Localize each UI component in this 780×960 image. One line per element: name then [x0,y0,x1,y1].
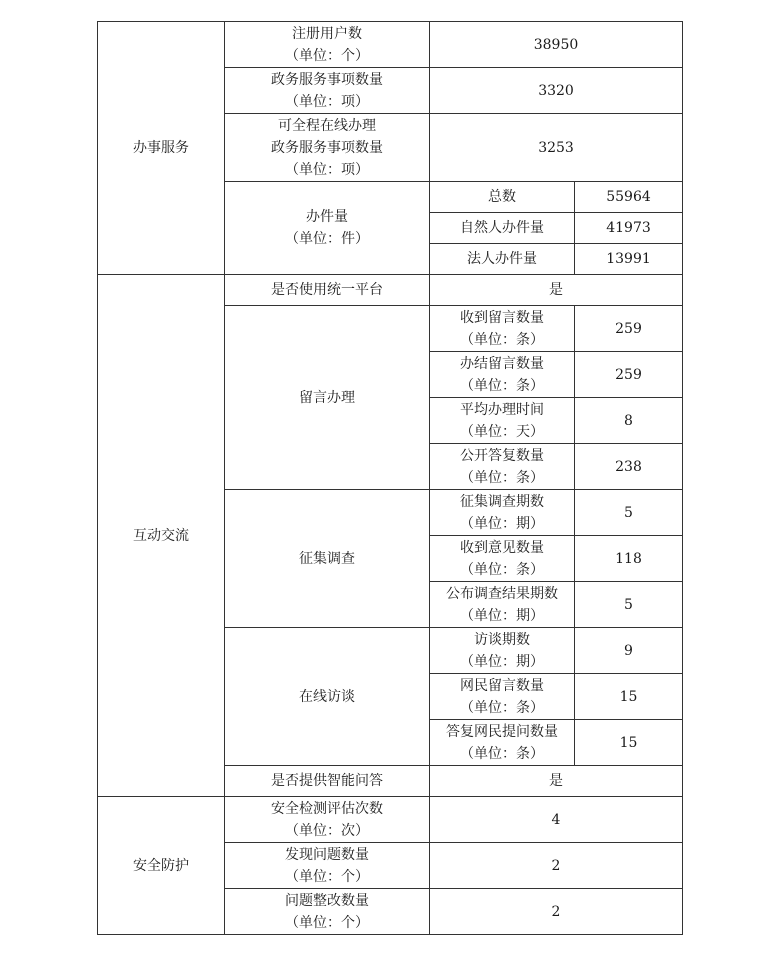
value-cell: 4 [430,797,683,843]
sub-label: 总数 [430,182,575,213]
unit-text: （单位：个） [285,47,369,64]
value-cell: 是 [430,766,683,797]
category-interaction [98,275,225,797]
unit-text: （单位：条） [460,377,544,394]
value-cell: 41973 [575,213,683,244]
row-label [225,68,430,114]
unit-text: （单位：条） [460,745,544,762]
label-text: 可全程在线办理 [278,117,376,134]
label-text: 注册用户数 [292,25,362,42]
label-text: 访谈期数 [474,631,530,648]
row-label [225,182,430,275]
row-label [225,114,430,182]
unit-text: （单位：个） [285,914,369,931]
value-cell: 5 [575,582,683,628]
value-cell: 5 [575,490,683,536]
sub-label: 自然人办件量 [430,213,575,244]
label-text: 发现问题数量 [285,846,369,863]
value-cell: 15 [575,674,683,720]
unit-text: （单位：条） [460,469,544,486]
label-text: 平均办理时间 [460,401,544,418]
value-cell: 55964 [575,182,683,213]
government-website-stats-table [97,21,683,935]
label-text: 政务服务事项数量 [271,71,383,88]
unit-text: （单位：期） [460,515,544,532]
sub-label: 法人办件量 [430,244,575,275]
value-cell: 15 [575,720,683,766]
unit-text: （单位：条） [460,561,544,578]
value-cell: 3320 [430,68,683,114]
sub-label [430,536,575,582]
value-cell: 8 [575,398,683,444]
label-text: 征集调查期数 [460,493,544,510]
value-cell: 238 [575,444,683,490]
category-label: 安全防护 [133,857,189,874]
label-text: 政务服务事项数量 [271,139,383,156]
unit-text: （单位：个） [285,868,369,885]
value-cell: 259 [575,352,683,398]
unit-text: （单位：项） [285,161,369,178]
value-cell: 3253 [430,114,683,182]
table-row [98,275,683,306]
table-row [98,22,683,68]
unit-text: （单位：天） [460,423,544,440]
group-label-interview: 在线访谈 [225,628,430,766]
value-cell: 2 [430,889,683,935]
unit-text: （单位：期） [460,607,544,624]
sub-label [430,306,575,352]
label-text: 公布调查结果期数 [446,585,558,602]
row-label: 是否提供智能问答 [225,766,430,797]
row-label [225,797,430,843]
group-label-messages: 留言办理 [225,306,430,490]
unit-text: （单位：期） [460,653,544,670]
category-service [98,22,225,275]
sub-label [430,720,575,766]
value-cell: 259 [575,306,683,352]
row-label [225,22,430,68]
sub-label [430,490,575,536]
row-label [225,889,430,935]
sub-label [430,674,575,720]
sub-label [430,398,575,444]
value-cell: 13991 [575,244,683,275]
label-text: 办结留言数量 [460,355,544,372]
value-cell: 38950 [430,22,683,68]
label-text: 问题整改数量 [285,892,369,909]
label-text: 答复网民提问数量 [446,723,558,740]
label-text: 收到留言数量 [460,309,544,326]
unit-text: （单位：项） [285,93,369,110]
unit-text: （单位：条） [460,331,544,348]
sub-label [430,582,575,628]
sub-label [430,628,575,674]
category-label: 互动交流 [133,527,189,544]
unit-text: （单位：件） [285,231,369,247]
label-text: 安全检测评估次数 [271,800,383,817]
unit-text: （单位：次） [285,822,369,839]
value-cell: 9 [575,628,683,674]
value-cell: 是 [430,275,683,306]
sub-label [430,444,575,490]
label-text: 网民留言数量 [460,677,544,694]
value-cell: 118 [575,536,683,582]
sub-label [430,352,575,398]
label-text: 公开答复数量 [460,447,544,464]
label-text: 办件量 [306,209,348,225]
category-label: 办事服务 [133,140,189,156]
row-label [225,843,430,889]
category-security [98,797,225,935]
table-row [98,797,683,843]
unit-text: （单位：条） [460,699,544,716]
group-label-survey: 征集调查 [225,490,430,628]
row-label: 是否使用统一平台 [225,275,430,306]
label-text: 收到意见数量 [460,539,544,556]
value-cell: 2 [430,843,683,889]
